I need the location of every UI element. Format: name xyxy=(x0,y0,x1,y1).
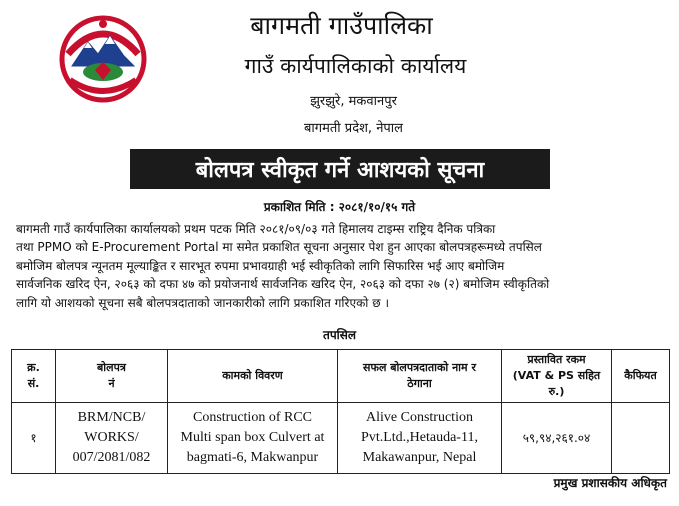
cell-line: Makawanpur, Nepal xyxy=(362,450,477,465)
header-bid-no xyxy=(56,350,168,403)
header-remarks-line: कैफियत xyxy=(624,369,657,382)
header-remarks xyxy=(612,350,670,403)
table-header-row xyxy=(12,350,670,403)
cell-line: WORKS/ xyxy=(84,430,139,445)
header-sn-line: सं. xyxy=(27,377,40,390)
header-sn-line: क्र. xyxy=(27,361,40,374)
cell-line: Construction of RCC xyxy=(192,410,312,425)
cell-line: Alive Construction xyxy=(366,410,473,425)
body-line: तथा PPMO को E-Procurement Portal मा समेत प्रकाशित सूचना अनुसार पेश हुन आएका बोलपत्रहरूमध्ये तपसिल xyxy=(16,240,542,255)
header-bidder-line: सफल बोलपत्रदाताको नाम र xyxy=(363,361,476,374)
cell-sn: १ xyxy=(12,403,56,474)
header-bid-no-line: नं xyxy=(108,377,115,390)
cell-line: 007/2081/082 xyxy=(72,450,151,465)
table-row xyxy=(12,403,670,474)
header-amount xyxy=(502,350,612,403)
body-line: बमोजिम बोलपत्र न्यूनतम मूल्याङ्कित र सारभूत रुपमा प्रभावग्राही भई स्वीकृतिको लागि सिफारिस भई आए बमोजिम xyxy=(16,258,505,273)
header-work xyxy=(168,350,338,403)
cell-remarks xyxy=(612,403,670,474)
cell-line: BRM/NCB/ xyxy=(77,410,146,425)
tender-table xyxy=(11,349,670,474)
header-amount-line: प्रस्तावित रकम xyxy=(527,353,586,366)
cell-bid-no xyxy=(56,403,168,474)
office-location: झुरझुरे, मकवानपुर xyxy=(310,94,397,109)
header-work-line: कामको विवरण xyxy=(222,369,283,382)
signer-title: प्रमुख प्रशासकीय अधिकृत xyxy=(553,476,667,490)
header-bidder xyxy=(338,350,502,403)
cell-bidder xyxy=(338,403,502,474)
cell-amount: ५९,९४,२६१.०४ xyxy=(502,403,612,474)
body-line: सार्वजनिक खरिद ऐन, २०६३ को दफा ४७ को प्रयोजनार्थ सार्वजनिक खरिद ऐन, २०६३ को दफा २७ (२) बमोजिम स्वीकृतिको xyxy=(16,277,550,292)
header-bidder-line: ठेगाना xyxy=(407,377,432,390)
body-line: बागमती गाउँ कार्यपालिका कार्यालयको प्रथम पटक मिति २०८१/०९/०३ गते हिमालय टाइम्स राष्ट्रिय दैनिक पत्रिका xyxy=(16,222,496,236)
header-amount-line: (VAT & PS सहित रु.) xyxy=(512,369,601,398)
notice-body xyxy=(16,220,666,312)
municipality-name: बागमती गाउँपालिका xyxy=(250,11,433,40)
cell-line: Multi span box Culvert at xyxy=(180,430,325,445)
cell-line: Pvt.Ltd.,Hetauda-11, xyxy=(361,430,478,445)
notice-title: बोलपत्र स्वीकृत गर्ने आशयको सूचना xyxy=(130,149,550,189)
header-bid-no-line: बोलपत्र xyxy=(97,361,126,374)
body-line: लागि यो आशयको सूचना सबै बोलपत्रदाताको जानकारीको लागि प्रकाशित गरिएको छ । xyxy=(16,295,389,310)
header-sn xyxy=(12,350,56,403)
office-name: गाउँ कार्यपालिकाको कार्यालय xyxy=(244,54,467,78)
table-title: तपसिल xyxy=(322,328,356,342)
cell-work xyxy=(168,403,338,474)
office-province: बागमती प्रदेश, नेपाल xyxy=(304,121,403,136)
cell-line: bagmati-6, Makwanpur xyxy=(186,450,319,465)
publish-date: प्रकाशित मिति : २०८१/१०/१५ गते xyxy=(263,200,416,214)
